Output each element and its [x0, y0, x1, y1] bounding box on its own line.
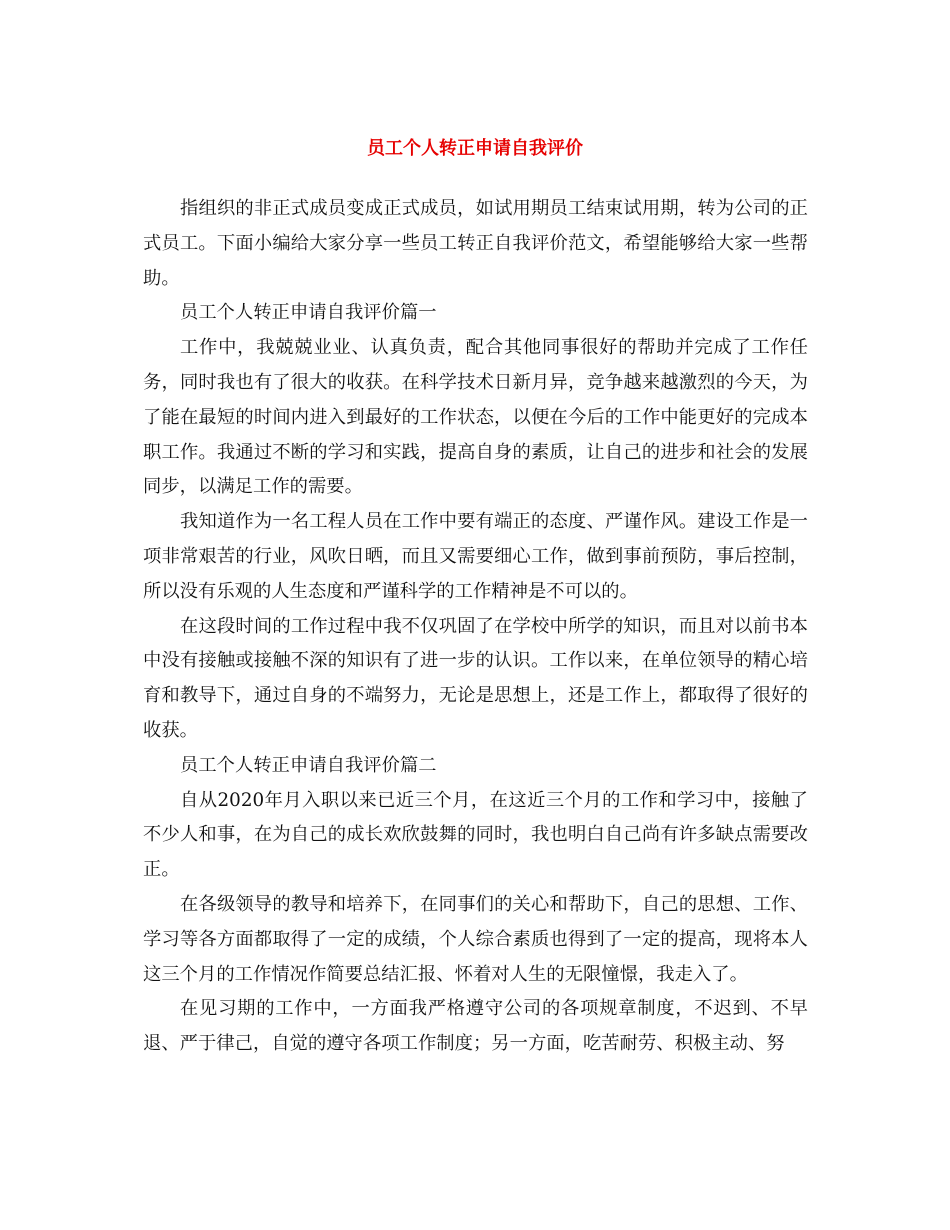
paragraph: 在各级领导的教导和培养下，在同事们的关心和帮助下，自己的思想、工作、学习等各方面都取得了一定的成绩，个人综合素质也得到了一定的提高，现将本人这三个月的工作情况作简要总结汇报、怀着对人生的无限憧憬，我走入了。: [143, 893, 808, 985]
section-heading-1: 员工个人转正申请自我评价篇一: [180, 302, 437, 324]
paragraph-intro: 指组织的非正式成员变成正式成员，如试用期员工结束试用期，转为公司的正式员工。下面小编给大家分享一些员工转正自我评价范文，希望能够给大家一些帮助。: [143, 198, 808, 289]
paragraph: 我知道作为一名工程人员在工作中要有端正的态度、严谨作风。建设工作是一项非常艰苦的行业，风吹日晒，而且又需要细心工作，做到事前预防，事后控制，所以没有乐观的人生态度和严谨科学的工作精神是不可以的。: [143, 511, 808, 602]
paragraph: 工作中，我兢兢业业、认真负责，配合其他同事很好的帮助并完成了工作任务，同时我也有了很大的收获。在科学技术日新月异，竞争越来越激烈的今天，为了能在最短的时间内进入到最好的工作状态，以便在今后的工作中能更好的完成本职工作。我通过不断的学习和实践，提高自身的素质，让自己的进步和社会的发展同步，以满足工作的需要。: [143, 337, 808, 498]
document-title: 员工个人转正申请自我评价: [367, 138, 583, 159]
paragraph: 在见习期的工作中，一方面我严格遵守公司的各项规章制度，不迟到、不早退、严于律己，自觉的遵守各项工作制度；另一方面，吃苦耐劳、积极主动、努: [143, 998, 808, 1055]
paragraph: 自从2020年月入职以来已近三个月，在这近三个月的工作和学习中，接触了不少人和事，在为自己的成长欢欣鼓舞的同时，我也明白自己尚有许多缺点需要改正。: [143, 789, 808, 881]
section-heading-2: 员工个人转正申请自我评价篇二: [180, 754, 437, 776]
document-body: [143, 192, 808, 1062]
paragraph: 在这段时间的工作过程中我不仅巩固了在学校中所学的知识，而且对以前书本中没有接触或接触不深的知识有了进一步的认识。工作以来，在单位领导的精心培育和教导下，通过自身的不端努力，无论是思想上，还是工作上，都取得了很好的收获。: [143, 615, 808, 741]
